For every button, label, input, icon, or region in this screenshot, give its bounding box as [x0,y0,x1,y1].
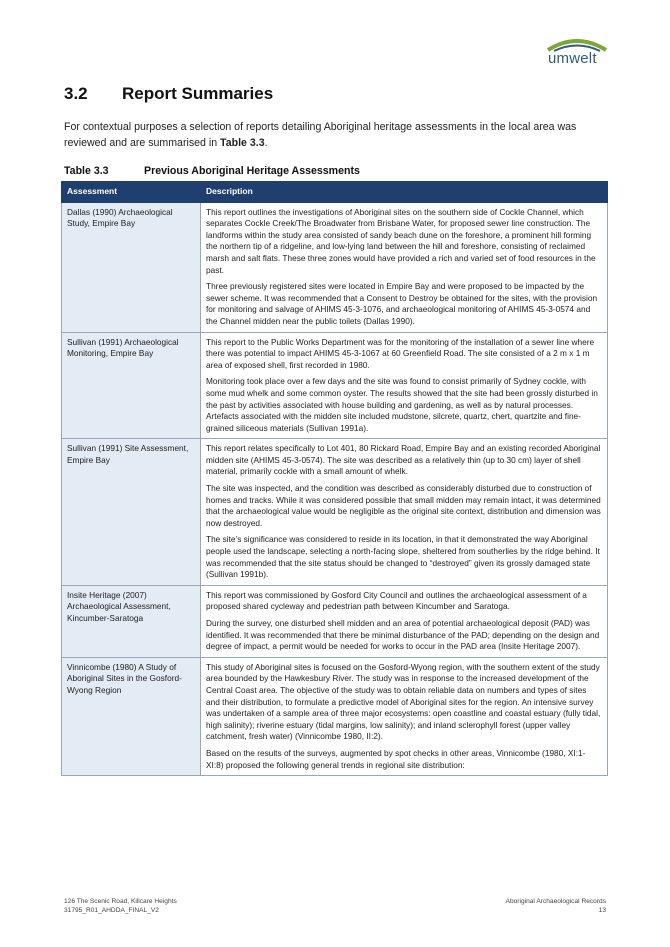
table-caption [64,165,360,177]
assessment-cell: Insite Heritage (2007) Archaeological Assessment, Kincumber-Saratoga [62,585,201,657]
description-paragraph: This report relates specifically to Lot 401, 80 Rickard Road, Empire Bay and an existing recorded Aboriginal midden site (AHIMS 45-3-0574). The site was described as a relatively thin (up to 30 cm) layer of shell material, primarily cockle with a small amount of whelk. [206,443,601,477]
table-row [62,202,608,332]
description-paragraph: Monitoring took place over a few days and the site was found to consist primarily of Sydney cockle, with some mud whelk and some common oyster. The results showed that the site had been grossly disturbed in the past by activities associated with house building and gardening, as well as by natural processes. Artefacts associated with the midden site included mudstone, silcrete, quartz, chert, quartzite and fine-grained siliceous materials (Sullivan 1991a). [206,376,598,433]
table-row [62,332,608,439]
description-cell [201,332,608,439]
description-paragraph: Based on the results of the surveys, augmented by spot checks in other areas, Vinnicombe (1980, XI:1-XI:8) proposed the following general trends in regional site distribution: [206,747,586,770]
table-caption-number: Table 3.3 [64,165,109,177]
description-paragraph: This report outlines the investigations of Aboriginal sites on the southern side of Cockle Channel, which separates Cockle Creek/The Broadwater from Brisbane Water, for proposed sewer line construction. The landforms within the study area consisted of sandy beach dune on the foreshore, a prominent hill forming the northern tip of a ridgeline, and low-lying land between the hill and foreshore, consisting of reclaimed marsh and salt flats. These three zones would have provided a rich and varied set of food resources in the past. [206,206,596,275]
header-assessment: Assessment [62,182,201,203]
page-number: 13 [598,907,606,914]
footer-doc-id: 31795_R01_AHDDA_FINAL_V2 [64,907,159,914]
section-title: Report Summaries [122,84,274,103]
description-paragraph: Three previously registered sites were located in Empire Bay and were proposed to be impacted by the sewer scheme. It was recommended that a Consent to Destroy be obtained for the sites, with the provision for monitoring and salvage of AHIMS 45-3-1076, and archaeological monitoring of AHIMS 45-3-0574 and the Channel midden near the public toilets (Dallas 1990). [206,281,598,326]
footer-left [64,897,177,915]
description-paragraph: The site was inspected, and the condition was described as considerably disturbed due to construction of homes and tracks. While it was considered possible that small midden may remain intact, it was determined that the archaeological value would be negligible as the original site context, distribution and dimension was now destroyed. [206,483,601,528]
table-row [62,585,608,657]
table-header-row [62,182,608,203]
assessment-cell: Sullivan (1991) Site Assessment, Empire Bay [62,439,201,586]
description-cell [201,585,608,657]
description-paragraph: This study of Aboriginal sites is focused on the Gosford-Wyong region, with the southern extent of the study area bounded by the Hawkesbury River. The study was in response to the increased development of the Central Coast area. The objective of the study was to obtain reliable data on numbers and types of sites and their distribution, to formulate a predictive model of Aboriginal sites for the region. An intensive survey was undertaken of a sample area of three major ecosystems: open coastline and coastal estuary (fully tidal, high salinity); riverine estuary (tidal margins, low salinity); and inland sclerophyll forest (upper valley catchment, fresh water) (Vinnicombe 1980, II:2). [206,661,601,742]
footer-right [506,897,606,915]
description-cell [201,439,608,586]
description-cell [201,657,608,775]
intro-text: For contextual purposes a selection of reports detailing Aboriginal heritage assessments in the local area was reviewed and are summarised in [64,121,577,149]
table-caption-title: Previous Aboriginal Heritage Assessments [144,165,360,177]
section-number: 3.2 [64,84,88,103]
table-row [62,439,608,586]
description-paragraph: During the survey, one disturbed shell midden and an area of potential archaeological deposit (PAD) was identified. It was recommended that there be minimal disturbance of the PAD; depending on the design and degree of impact, a permit would be needed for works to occur in the PAD area (Insite Heritage 2007). [206,618,600,652]
assessments-table [61,181,608,776]
intro-table-ref: Table 3.3 [220,137,265,149]
intro-text-end: . [264,137,268,149]
footer-address: 126 The Scenic Road, Killcare Heights [64,898,177,905]
description-cell [201,202,608,332]
header-description: Description [201,182,608,203]
footer-doc-title: Aboriginal Archaeological Records [505,898,606,905]
assessment-cell: Sullivan (1991) Archaeological Monitoring, Empire Bay [62,332,201,439]
table-row [62,657,608,775]
logo-wordmark: umwelt [548,50,597,67]
assessment-cell: Dallas (1990) Archaeological Study, Empire Bay [62,202,201,332]
section-heading [64,84,273,104]
description-paragraph: The site’s significance was considered to reside in its location, in that it demonstrated the way Aboriginal people used the landscape, selecting a north-facing slope, sheltered from southerlies by the ridge behind. It was recommended that the site status should be changed to “destroyed” given its grossly damaged state (Sullivan 1991b). [206,534,600,580]
assessment-cell: Vinnicombe (1980) A Study of Aboriginal Sites in the Gosford-Wyong Region [62,657,201,775]
description-paragraph: This report was commissioned by Gosford City Council and outlines the archaeological assessment of a proposed shared cycleway and pedestrian path between Kincumber and Saratoga. [206,589,587,612]
intro-paragraph [64,119,614,151]
description-paragraph: This report to the Public Works Department was for the monitoring of the installation of a sewer line where there was potential to impact AHIMS 45-3-1067 at 60 Greenfield Road. The site consisted of a 2 m x 1 m area of exposed shell, first recorded in 1980. [206,336,595,370]
